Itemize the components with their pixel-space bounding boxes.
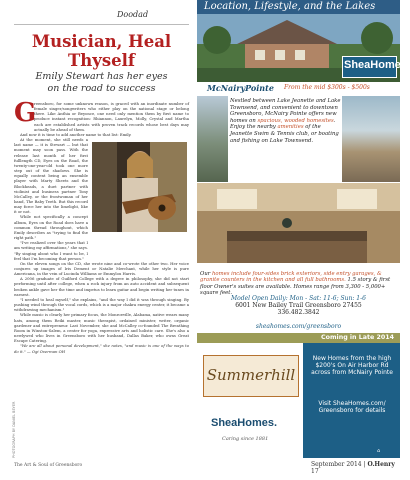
- paragraph: At the moment, she still needs a last name — it is Stewart — but that moment may soon pass. With the release last month of her first fulllength CD, Eyes on the Road, the twenty-one-year-old took one more step out of the shadows. She is equally content being an ensemble player with Marty Sheets and the Blockheads, a duet partner with violinist and business partner Tony McCalley, or the frontwoman of her band, The Baby Teeth. But this record may force her into the limelight, like it or not.: [14, 137, 88, 215]
- shea-homes-ad: [197, 0, 410, 458]
- photo-illustration: [92, 142, 187, 232]
- headline-line-2: Thyself: [67, 51, 135, 70]
- coming-soon-text: Coming in Late 2014: [321, 334, 394, 341]
- paragraph: reensboro, for some unknown reason, is graced with an inordinate number of female singer/songwriters who either play on the national stage or belong there. Like Anthia or Beyonce, one need only mention them by first name to produce instant recognition: Rhiannon, Laurelyn, Molly, Crystal and Martha each are established artists with proven track records whose best days may actually be ahead of them.: [34, 101, 189, 132]
- paragraph: "We are all about personal development," she notes, "and music is one of the ways to do it." — Ogi Overman OH: [14, 343, 189, 354]
- footer-magazine: O.Henry: [367, 461, 395, 468]
- interior-photo-left: [197, 96, 228, 182]
- shea-homes-logo-small: SheaHomes.: [211, 417, 278, 429]
- headline: [14, 32, 189, 70]
- summerhill-logo: Summerhill: [203, 355, 299, 397]
- model-hours: Model Open Daily: Mon - Sat: 11-6; Sun: 1-6: [231, 295, 366, 302]
- section-tag: Doodad: [117, 10, 149, 19]
- ad-banner-text: Location, Lifestyle, and the Lakes: [204, 1, 376, 12]
- phone-number: 336.482.3842: [277, 309, 320, 316]
- paragraph: On the eleven songs on the CD, she wrote nine and co-wrote the other two. Her voice conjures up images of Iris Dement or Natalie Merchant, while her style is pure Americana, in the vein of Lucinda Williams or Emmylou Harris.: [14, 260, 189, 277]
- deck: [14, 71, 189, 95]
- caring-tagline: Caring since 1881: [222, 436, 269, 442]
- footer-page-number: 17: [311, 468, 319, 475]
- paragraph: And now it is time to add another name to that list: Emily.: [20, 131, 132, 137]
- address: [197, 302, 400, 316]
- headline-line-1: Musician, Heal: [31, 32, 172, 51]
- paragraph: "I've realized over the years that I am writing my affirmations," she says. "By singing about who I want to be, I feel that I'm becoming that person.": [14, 240, 88, 261]
- footer-tagline: The Art & Soul of Greensboro: [14, 463, 83, 468]
- article: [14, 10, 189, 458]
- paragraph: While music is clearly her primary focus, the Monroeville, Alabama, native wears many hats, among them Reiki master, music therapist, ordained minister, writer, organic gardener and entrepreneur. Last November, she and McCalley co-founded The Breathing Room in Winston-Salem, a center for yoga, expressive arts and holistic care. She's also a newlywed who lives in Greensboro with her husband, Dallas Baker, who owns Great Escape Catering.: [14, 312, 189, 344]
- kitchen-illustration: [197, 183, 400, 263]
- summerhill-copy: New Homes from the high $200's On Air Harbor Rd across from McNairy Pointe: [311, 355, 393, 376]
- footer-date: September 2014: [311, 461, 362, 468]
- address-line-1: 6001 New Bailey Trail Greensboro 27455: [235, 302, 362, 309]
- shea-homes-logo: SheaHomes.: [344, 59, 410, 71]
- paragraph: A 2006 graduate of Guilford College with a degree in philosophy, she did not start performing until after college, when a rock injury from an auto accident and subsequent broken ankle gave her the time and impetus to learn guitar and begin writing her tunes in earnest.: [14, 276, 189, 297]
- community-row: [197, 82, 400, 95]
- deck-line-1: Emily Stewart has her eyes: [35, 71, 168, 82]
- price-range: From the mid $300s - $500s: [284, 84, 370, 91]
- paragraph: "I needed to heal myself," she explains, "and the way I did it was through singing. By pushing wind through the vocal cords, which is a major chakra energy center, it became a withdrawing mechanism.": [14, 296, 189, 313]
- equal-housing-icon: ⌂: [377, 448, 381, 454]
- deck-line-2: on the road to success: [47, 83, 156, 94]
- drop-cap: G: [14, 98, 37, 128]
- website-link[interactable]: sheahomes.com/greensboro: [255, 323, 342, 330]
- paragraph: While not specifically a concept album, Eyes on the Road does have a common thread throughout, which Emily describes as "trying to find the right path.": [14, 214, 88, 241]
- interior-photo-right: [342, 96, 400, 182]
- section-rule: [14, 24, 189, 25]
- mcnairy-pointe-logo: McNairyPointe: [207, 83, 274, 93]
- kitchen-photo: [197, 183, 400, 263]
- ad-copy-intro: Nestled between Lake Jeanette and Lake Townsend, and convenient to downtown Greensboro, McNairy Pointe offers new homes on spacious, wooded homesites. Enjoy the nearby amenities of the Jeanette Swim & Tennis club, or boating and fishing on Lake Townsend.: [230, 98, 341, 144]
- ad-copy-features: Our homes include four-sides brick exteriors, side entry garages, & granite counters in the kitchen and all full bathrooms. 1.5 story & first floor Owner's suites are available. Homes range from 3,300 - 5,000+ square feet.: [200, 271, 391, 296]
- footer-folio: September 2014 | O.Henry 17: [311, 461, 395, 475]
- photo-credit: PHOTOGRAPH BY DANIEL BEYER: [12, 401, 16, 458]
- summerhill-visit-copy: Visit SheaHomes.com/ Greensboro for details: [318, 400, 386, 414]
- musician-photo: [92, 142, 187, 232]
